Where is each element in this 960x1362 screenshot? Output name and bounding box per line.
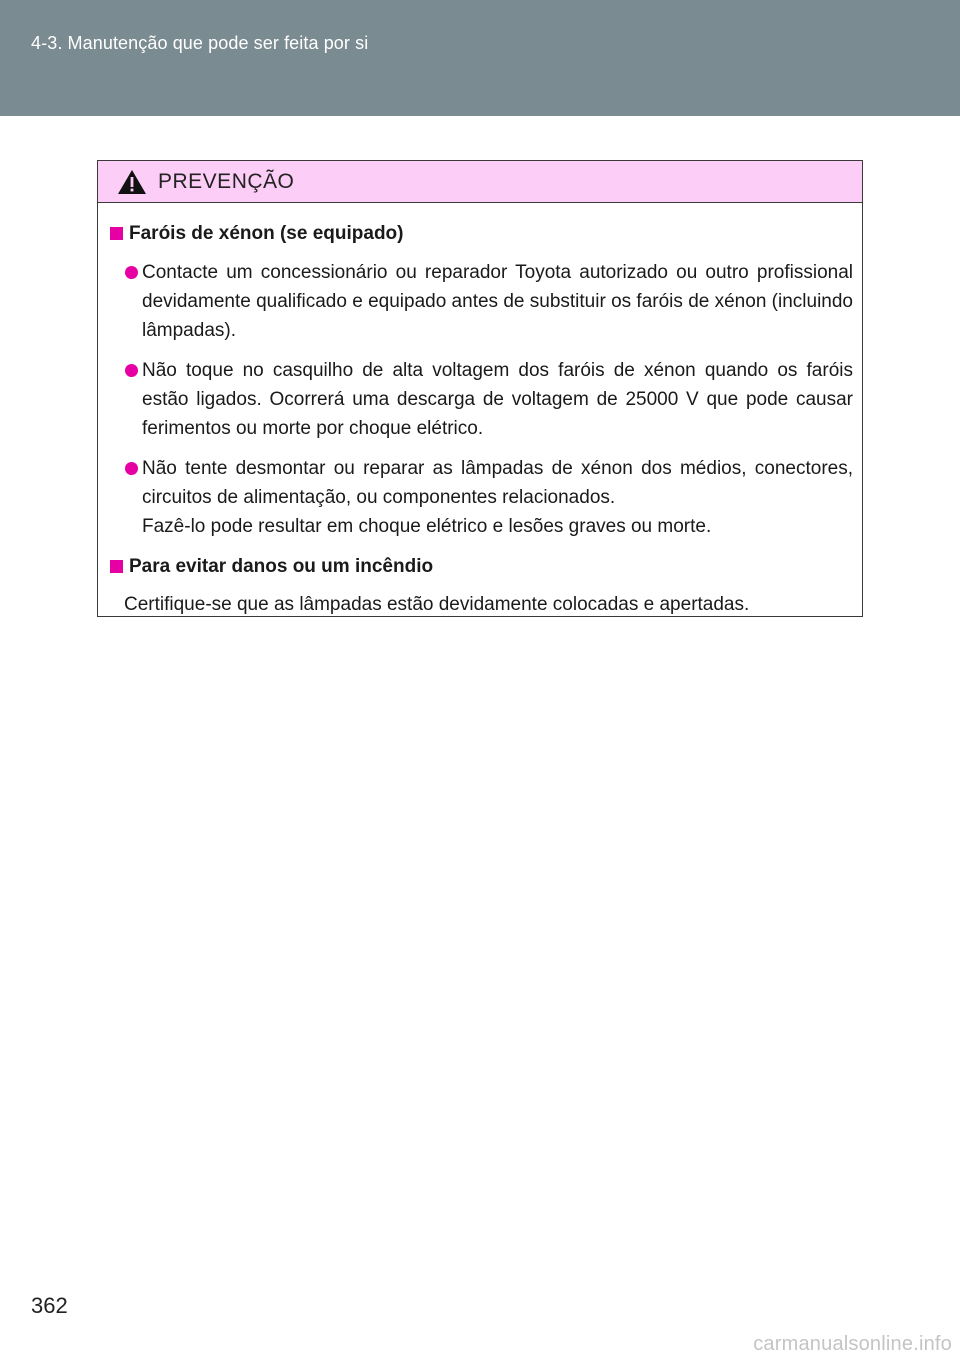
page-number: 362 — [31, 1293, 68, 1318]
list-item-continuation: Fazê-lo pode resultar em choque elétrico e lesões graves ou morte. — [142, 516, 712, 537]
section-heading-fire — [110, 553, 853, 580]
chapter-title: 4-3. Manutenção que pode ser feita por si — [31, 33, 369, 53]
warning-body — [98, 203, 862, 619]
circle-bullet-icon — [125, 364, 138, 377]
watermark: carmanualsonline.info — [753, 1333, 952, 1355]
list-item — [110, 454, 853, 541]
section-paragraph: Certifique-se que as lâmpadas estão devidamente colocadas e apertadas. — [124, 594, 750, 615]
circle-bullet-icon — [125, 462, 138, 475]
list-item-text: Não toque no casquilho de alta voltagem dos faróis de xénon quando os faróis estão ligados. Ocorrerá uma descarga de voltagem de 25000 V que pode causar ferimentos ou morte por choque elétrico. — [142, 360, 853, 439]
warning-box — [97, 160, 863, 617]
warning-header — [98, 161, 862, 203]
square-bullet-icon — [110, 560, 123, 573]
list-item-text: Contacte um concessionário ou reparador Toyota autorizado ou outro profissional devidamente qualificado e equipado antes de substituir os faróis de xénon (incluindo lâmpadas). — [142, 262, 853, 341]
list-item-text: Não tente desmontar ou reparar as lâmpadas de xénon dos médios, conectores, circuitos de alimentação, ou componentes relacionados. — [142, 458, 853, 508]
list-item — [110, 356, 853, 443]
section-heading-text: Faróis de xénon (se equipado) — [129, 222, 404, 244]
list-item — [110, 258, 853, 345]
circle-bullet-icon — [125, 266, 138, 279]
page-header — [0, 0, 960, 116]
section-heading-xenon — [110, 220, 853, 247]
square-bullet-icon — [110, 227, 123, 240]
section-heading-text: Para evitar danos ou um incêndio — [129, 555, 434, 577]
warning-title: PREVENÇÃO — [158, 170, 295, 193]
warning-triangle-icon — [117, 169, 147, 195]
